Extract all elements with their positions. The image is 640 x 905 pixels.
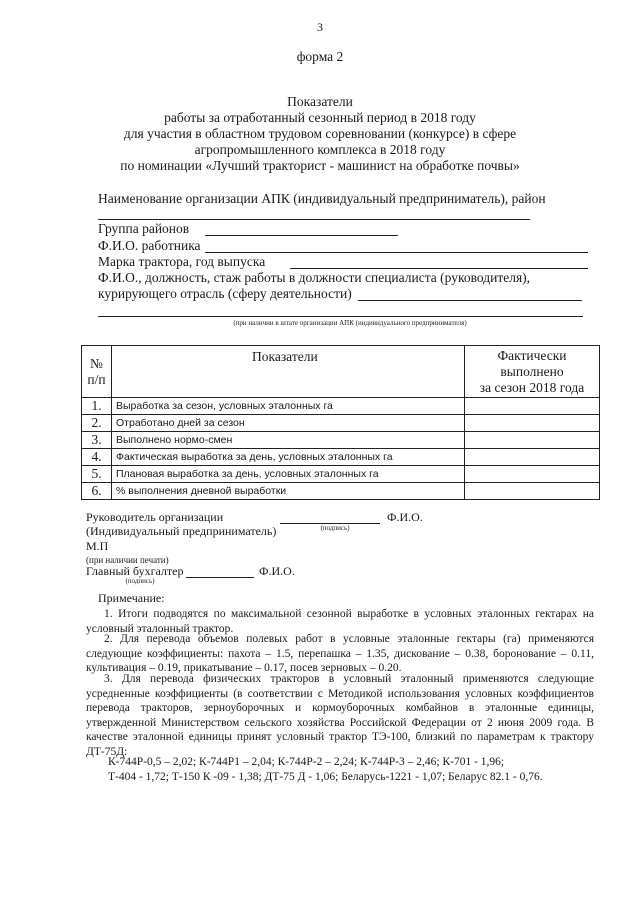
title-line-3: для участия в областном трудовом соревновании (конкурсе) в сфере [123,126,517,141]
row-value[interactable] [465,415,600,432]
header-indicators: Показатели [112,346,465,398]
note-2: 2. Для перевода объемов полевых работ в условные эталонные гектары (га) применяются следующие коэффициенты: пахота – 1.5, перепашка – 1.35, дискование – 0.38, боронование – 0.11, культивация – 0.19, прикатывание – 0.17, посев зерновых – 0.20. [86,633,594,674]
accountant-label: Главный бухгалтер [86,564,184,578]
coefficients-line-1: К-744Р-0,5 – 2,02; К-744Р1 – 2,04; К-744Р-2 – 2,24; К-744Р-3 – 2,46; К-701 - 1,96; [108,756,505,768]
row-num: 3. [82,432,112,449]
note-1: 1. Итоги подводятся по максимальной сезонной выработке в условных эталонных гектарах на условный эталонный трактор. [86,608,594,635]
table-row [82,432,600,449]
head-fio: Ф.И.О. [387,510,423,524]
row-label: Плановая выработка за день, условных эталонных га [112,466,465,483]
header-actual-line-3: за сезон 2018 года [479,379,585,395]
tractor-label: Марка трактора, год выпуска [98,254,266,269]
stamp-label: М.П [86,539,109,553]
row-value[interactable] [465,449,600,466]
row-value[interactable] [465,466,600,483]
form-label: форма 2 [296,49,344,64]
row-num: 2. [82,415,112,432]
indicators-table [81,345,600,500]
row-num: 6. [82,483,112,500]
accountant-fio: Ф.И.О. [259,564,295,578]
header-num [82,346,112,398]
specialist-line-a[interactable] [358,300,582,301]
table-header-row [82,346,600,398]
row-value[interactable] [465,398,600,415]
specialist-label-line-1: Ф.И.О., должность, стаж работы в должности специалиста (руководителя), [98,270,531,285]
coefficients-line-2: Т-404 - 1,72; Т-150 К -09 - 1,38; ДТ-75 Д - 1,06; Беларусь-1221 - 1,07; Беларус 82.1 - 0,76. [108,771,543,783]
note-3: 3. Для перевода физических тракторов в условный эталонный применяются следующие усредненные коэффициенты (в соответствии с Методикой использования условных коэффициентов перевода тракторов, зерноуборочных и кормоуборочных комбайнов в эталонные единицы, утвержденной Министерством сельского хозяйства Российской Федерации от 2 июня 2009 года. В качестве эталонной единицы принят условный трактор ТЭ-100, близкий по параметрам к трактору ДТ-75Д: [86,673,594,758]
title-line-1: Показатели [287,94,353,109]
accountant-signature-caption: (подпись) [125,577,155,585]
district-group-label: Группа районов [98,221,190,236]
row-label: Выработка за сезон, условных эталонных га [112,398,465,415]
title-line-2: работы за отработанный сезонный период в 2018 году [164,110,476,125]
worker-name-line[interactable] [205,252,588,253]
organization-label: Наименование организации АПК (индивидуальный предприниматель), район [98,191,546,206]
table-row [82,449,600,466]
table-row [82,415,600,432]
notes-heading: Примечание: [98,591,165,605]
row-value[interactable] [465,432,600,449]
table-row [82,398,600,415]
row-label: % выполнения дневной выработки [112,483,465,500]
header-num-line-2: п/п [87,371,106,387]
district-group-line[interactable] [205,235,398,236]
row-value[interactable] [465,483,600,500]
specialist-line-b[interactable] [98,316,583,317]
row-num: 5. [82,466,112,483]
table-row [82,483,600,500]
tractor-line[interactable] [290,268,588,269]
row-label: Фактическая выработка за день, условных эталонных га [112,449,465,466]
page-number: 3 [317,20,323,34]
title-line-4: агропромышленного комплекса в 2018 году [194,142,446,157]
head-label-line-1: Руководитель организации [86,510,224,524]
title-line-5: по номинации «Лучший тракторист - машинист на обработке почвы» [120,158,520,173]
header-num-line-1: № [90,355,103,371]
header-actual-line-1: Фактически [497,347,567,363]
specialist-label-line-2: курирующего отрасль (сферу деятельности) [98,286,352,301]
row-num: 4. [82,449,112,466]
row-num: 1. [82,398,112,415]
accountant-signature-line[interactable] [186,577,254,578]
header-actual-line-2: выполнено [500,363,564,379]
stamp-note: (при наличии печати) [86,555,169,565]
row-label: Отработано дней за сезон [112,415,465,432]
specialist-note: (при наличии в штате организации АПК (индивидуального предпринимателя) [233,319,467,327]
table-row [82,466,600,483]
header-actual [465,346,600,398]
head-signature-caption: (подпись) [320,524,350,532]
head-label-line-2: (Индивидуальный предприниматель) [86,524,277,538]
row-label: Выполнено нормо-смен [112,432,465,449]
worker-name-label: Ф.И.О. работника [98,238,201,253]
organization-line[interactable] [98,219,530,220]
